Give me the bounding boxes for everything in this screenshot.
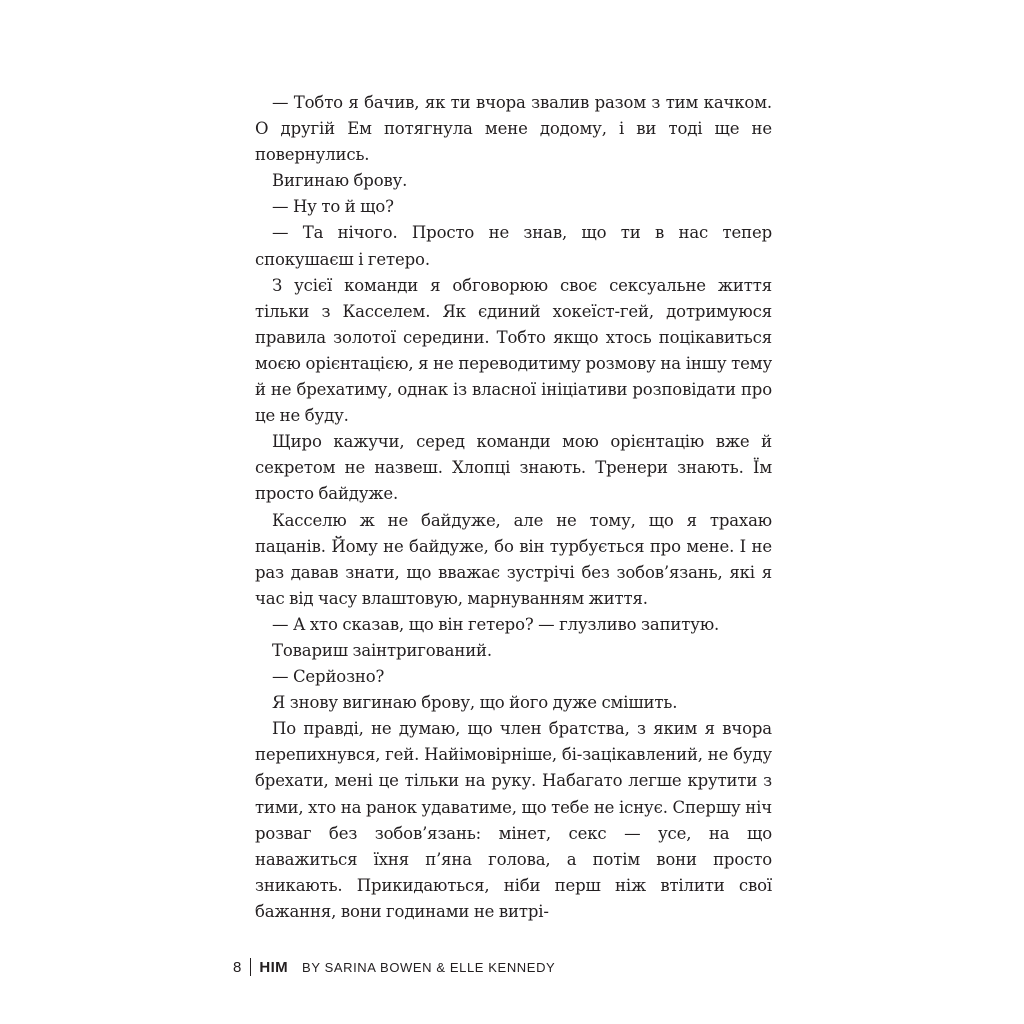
- paragraph: Товариш заінтригований.: [272, 640, 493, 660]
- paragraph: — Серйозно?: [272, 667, 385, 687]
- book-authors: BY SARINA BOWEN & ELLE KENNEDY: [302, 959, 556, 975]
- page-footer: [233, 956, 555, 978]
- paragraph: — Тобто я бачив, як ти вчора звалив разом з тим качком. О другій Ем потягнула мене додому, і ви тоді ще не повернулись.: [255, 93, 772, 165]
- paragraph: — А хто сказав, що він гетеро? — глузливо запитую.: [272, 614, 720, 634]
- paragraph: — Та нічого. Просто не знав, що ти в нас тепер спокушаєш і гетеро.: [255, 223, 772, 269]
- paragraph: З усієї команди я обговорюю своє сексуальне життя тільки з Касселем. Як єдиний хокеїст-гей, дотримуюся правила золотої середини. Тобто якщо хтось поцікавиться моєю орієнтацією, я не переводитиму розмову на іншу тему й не брехатиму, однак із власної ініціативи розповідати про це не буду.: [255, 275, 772, 426]
- page-number: 8: [233, 958, 242, 976]
- paragraph: Вигинаю брову.: [272, 171, 408, 191]
- paragraph: Щиро кажучи, серед команди мою орієнтацію вже й секретом не назвеш. Хлопці знають. Тренери знають. Їм просто байдуже.: [255, 432, 772, 504]
- footer-divider: [250, 958, 252, 976]
- paragraph: — Ну то й що?: [272, 197, 394, 217]
- paragraph: Касселю ж не байдуже, але не тому, що я трахаю пацанів. Йому не байдуже, бо він турбується про мене. І не раз давав знати, що вважає зустрічі без зобов’язань, які я час від часу влаштовую, марнуванням життя.: [255, 510, 772, 608]
- paragraph: По правді, не думаю, що член братства, з яким я вчора перепихнувся, гей. Найімовірніше, бі-зацікавлений, не буду брехати, мені це тільки на руку. Набагато легше крутити з тими, хто на ранок удаватиме, що тебе не існує. Спершу ніч розваг без зобов’язань: мінет, секс — усе, на що наважиться їхня п’яна голова, а потім вони просто зникають. Прикидаються, ніби перш ніж втілити свої бажання, вони годинами не витрі-: [255, 719, 772, 921]
- paragraph: Я знову вигинаю брову, що його дуже смішить.: [272, 693, 678, 713]
- book-title: HIM: [259, 958, 289, 976]
- body-text: [255, 90, 772, 925]
